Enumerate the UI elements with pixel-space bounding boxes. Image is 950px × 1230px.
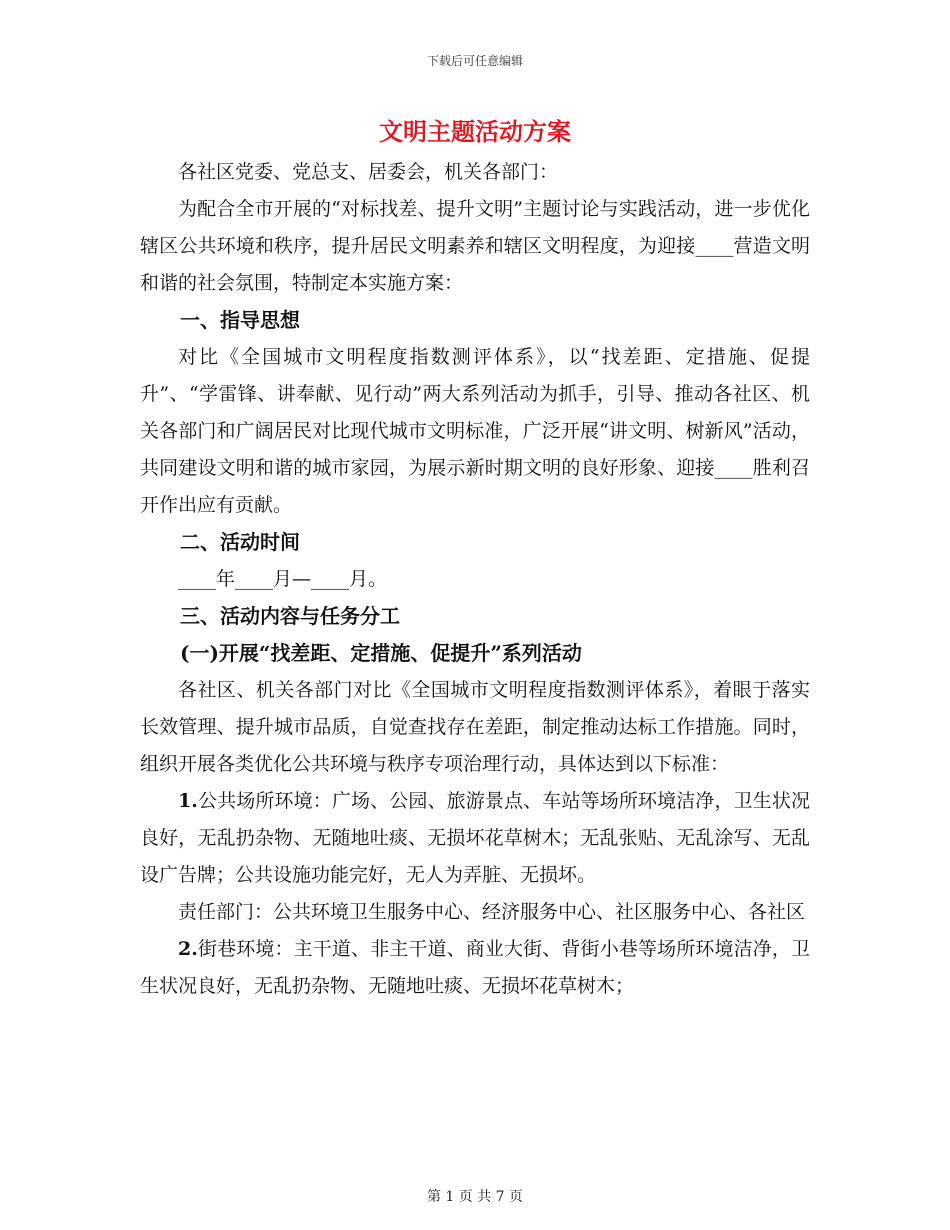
activity-time-paragraph: ____年____月—____月。 (178, 568, 388, 590)
guiding-ideology-paragraph: 对比《全国城市文明程度指数测评体系》，以“找差距、定措施、促提升”、“学雷锋、讲奉献、见行动”两大系列活动为抓手，引导、推动各社区、机关各部门和广阔居民对比现代城市文明标准，广泛开展“讲文明、树新风”活动，共同建设文明和谐的城市家园，为展示新时期文明的良好形象、迎接____胜利召开作出应有贡献。 (140, 346, 810, 516)
item-1-number: 1. (178, 790, 198, 812)
item-2-paragraph (140, 931, 810, 1005)
item-1-text: 公共场所环境：广场、公园、旅游景点、车站等场所环境洁净，卫生状况良好，无乱扔杂物、无随地吐痰、无损坏花草树木；无乱张贴、无乱涂写、无乱设广告牌；公共设施功能完好，无人为弄脏、无损坏。 (140, 790, 810, 886)
item-1-paragraph (140, 783, 810, 894)
document-body (140, 154, 810, 1005)
item-2-number: 2. (178, 938, 198, 960)
intro-paragraph: 为配合全市开展的“对标找差、提升文明”主题讨论与实践活动，进一步优化辖区公共环境和秩序，提升居民文明素养和辖区文明程度，为迎接____营造文明和谐的社会氛围，特制定本实施方案： (140, 198, 810, 294)
responsible-department-paragraph: 责任部门：公共环境卫生服务中心、经济服务中心、社区服务中心、各社区 (178, 901, 806, 923)
header-note: 下载后可任意编辑 (426, 54, 523, 68)
item-2-text: 街巷环境：主干道、非主干道、商业大街、背街小巷等场所环境洁净，卫生状况良好，无乱扔杂物、无随地吐痰、无损坏花草树木； (140, 938, 810, 997)
section-heading-guiding-ideology: 一、指导思想 (180, 308, 300, 332)
document-title: 文明主题活动方案 (379, 117, 571, 146)
salutation: 各社区党委、党总支、居委会，机关各部门： (178, 161, 559, 183)
section-heading-activity-time: 二、活动时间 (180, 530, 300, 554)
section-heading-activity-content: 三、活动内容与任务分工 (180, 604, 400, 628)
subsection-heading-1 (140, 635, 810, 672)
subsection-heading-1-text: (一)开展“找差距、定措施、促提升”系列活动 (180, 641, 582, 665)
content-paragraph: 各社区、机关各部门对比《全国城市文明程度指数测评体系》，着眼于落实长效管理、提升城市品质，自觉查找存在差距，制定推动达标工作措施。同时，组织开展各类优化公共环境与秩序专项治理行动，具体达到以下标准： (140, 679, 810, 775)
page-footer: 第 1 页 共 7 页 (426, 1189, 524, 1205)
